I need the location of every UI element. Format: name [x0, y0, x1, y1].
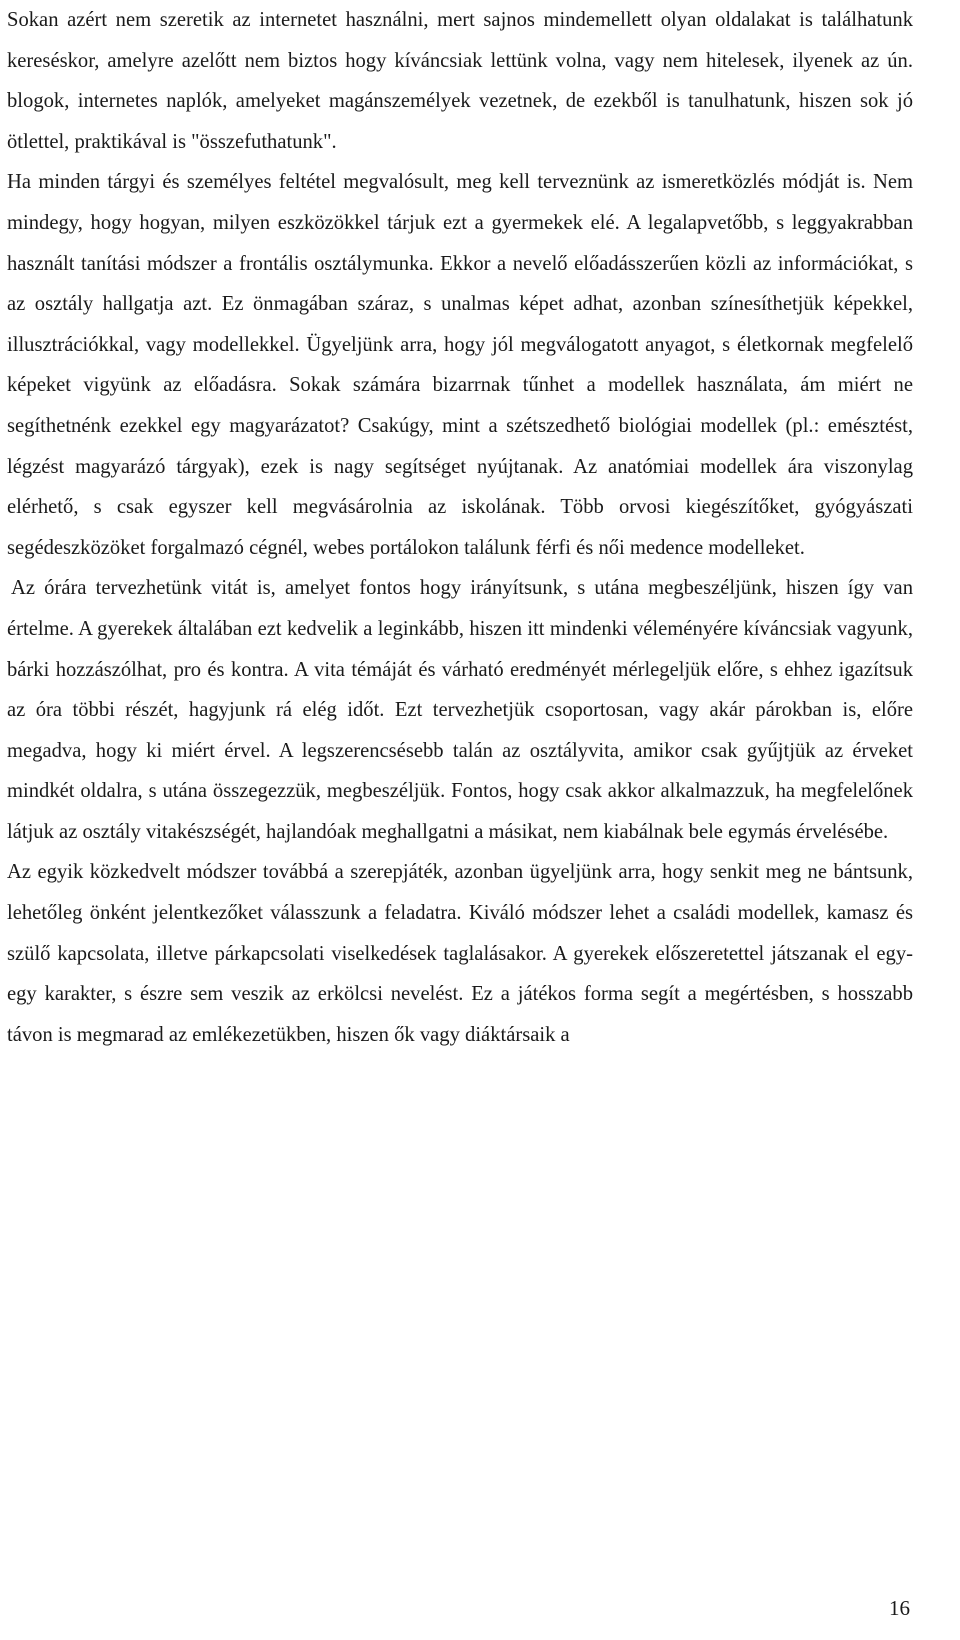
paragraph: Az egyik közkedvelt módszer továbbá a szerepjáték, azonban ügyeljünk arra, hogy senkit meg ne bántsunk, lehetőleg önként jelentkezőket válasszunk a feladatra. Kiváló módszer lehet a családi modellek, kamasz és szülő kapcsolata, illetve párkapcsolati viselkedések taglalásakor. A gyerekek előszeretettel játszanak el egy-egy karakter, s észre sem veszik az erkölcsi nevelést. Ez a játékos forma segít a megértésben, s hosszabb távon is megmarad az emlékezetükben, hiszen ők vagy diáktársaik a	[7, 861, 913, 1046]
document-body	[7, 0, 913, 1055]
paragraph: Ha minden tárgyi és személyes feltétel megvalósult, meg kell terveznünk az ismeretközlés módját is. Nem mindegy, hogy hogyan, milyen eszközökkel tárjuk ezt a gyermekek elé. A legalapvetőbb, s leggyakrabban használt tanítási módszer a frontális osztálymunka. Ekkor a nevelő előadásszerűen közli az információkat, s az osztály hallgatja azt. Ez önmagában száraz, s unalmas képet adhat, azonban színesíthetjük képekkel, illusztrációkkal, vagy modellekkel. Ügyeljünk arra, hogy jól megválogatott anyagot, s életkornak megfelelő képeket vigyünk az előadásra. Sokak számára bizarrnak tűnhet a modellek használata, ám miért ne segíthetnénk ezekkel egy magyarázatot? Csakúgy, mint a szétszedhető biológiai modellek (pl.: emésztést, légzést magyarázó tárgyak), ezek is nagy segítséget nyújtanak. Az anatómiai modellek ára viszonylag elérhető, s csak egyszer kell megvásárolnia az iskolának. Több orvosi kiegészítőket, gyógyászati segédeszközöket forgalmazó cégnél, webes portálokon találunk férfi és női medence modelleket.	[7, 171, 913, 559]
paragraph: Az órára tervezhetünk vitát is, amelyet fontos hogy irányítsunk, s utána megbeszéljünk, hiszen így van értelme. A gyerekek általában ezt kedvelik a leginkább, hiszen itt mindenki véleményére kíváncsiak vagyunk, bárki hozzászólhat, pro és kontra. A vita témáját és várható eredményét mérlegeljük előre, s ehhez igazítsuk az óra többi részét, hagyjunk rá elég időt. Ezt tervezhetjük csoportosan, vagy akár párokban is, előre megadva, hogy ki miért érvel. A legszerencsésebb talán az osztályvita, amikor csak gyűjtjük az érveket mindkét oldalra, s utána összegezzük, megbeszéljük. Fontos, hogy csak akkor alkalmazzuk, ha megfelelőnek látjuk az osztály vitakészségét, hajlandóak meghallgatni a másikat, nem kiabálnak bele egymás érvelésébe.	[7, 577, 913, 843]
page-number: 16	[889, 1596, 910, 1620]
paragraph: Sokan azért nem szeretik az internetet használni, mert sajnos mindemellett olyan oldalakat is találhatunk kereséskor, amelyre azelőtt nem biztos hogy kíváncsiak lettünk volna, vagy nem hitelesek, ilyenek az ún. blogok, internetes naplók, amelyeket magánszemélyek vezetnek, de ezekből is tanulhatunk, hiszen sok jó ötlettel, praktikával is "összefuthatunk".	[7, 9, 913, 153]
